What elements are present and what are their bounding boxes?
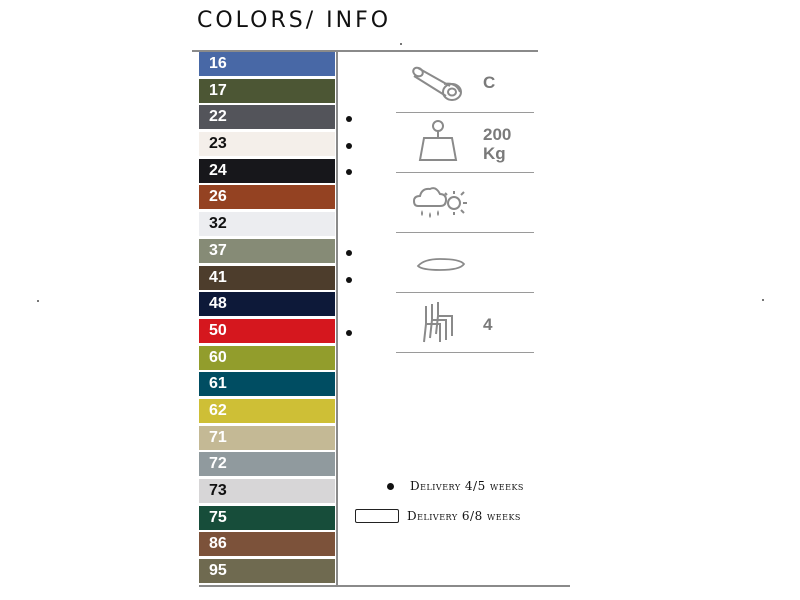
- speck: [37, 300, 39, 302]
- color-swatch-list: [199, 52, 335, 586]
- column-divider: [336, 50, 338, 587]
- color-swatch-61: [199, 372, 335, 396]
- legend-box-row: [355, 509, 521, 523]
- info-separator: [396, 232, 534, 233]
- swatch-code: 95: [209, 562, 227, 580]
- fabric-class-value: C: [483, 73, 496, 92]
- info-separator: [396, 292, 534, 293]
- info-separator: [396, 352, 534, 353]
- weight-unit: Kg: [483, 144, 506, 163]
- swatch-code: 73: [209, 482, 227, 499]
- legend-box-icon: [355, 509, 399, 523]
- legend-box-label: Delivery 6/8 weeks: [407, 509, 521, 523]
- weather-icon: [412, 182, 472, 222]
- swatch-code: 41: [209, 268, 227, 286]
- color-swatch-73: [199, 479, 335, 503]
- swatch-code: 16: [209, 55, 227, 72]
- color-swatch-32: [199, 212, 335, 236]
- color-swatch-60: [199, 346, 335, 370]
- availability-dot-37: [346, 250, 352, 256]
- weight-value: 200: [483, 125, 512, 144]
- swatch-code: 32: [209, 215, 227, 233]
- speck: [762, 299, 764, 301]
- color-swatch-72: [199, 452, 335, 476]
- availability-dot-50: [346, 330, 352, 336]
- color-swatch-86: [199, 532, 335, 556]
- speck: [400, 43, 402, 45]
- swatch-code: 48: [209, 295, 227, 313]
- page-title: COLORS/ INFO: [197, 8, 392, 33]
- swatch-code: 17: [209, 81, 227, 99]
- color-swatch-23: [199, 132, 335, 156]
- info-separator: [396, 112, 534, 113]
- swatch-code: 24: [209, 161, 227, 179]
- color-swatch-48: [199, 292, 335, 316]
- swatch-code: 62: [209, 401, 227, 419]
- color-swatch-50: [199, 319, 335, 343]
- legend-dot-row: [355, 479, 524, 493]
- weight-icon: [416, 118, 460, 164]
- color-swatch-16: [199, 52, 335, 76]
- swatch-code: 75: [209, 508, 227, 526]
- swatch-code: 23: [209, 135, 227, 153]
- availability-dot-22: [346, 116, 352, 122]
- color-swatch-26: [199, 185, 335, 209]
- color-swatch-41: [199, 266, 335, 290]
- info-separator: [396, 172, 534, 173]
- color-swatch-24: [199, 159, 335, 183]
- swatch-code: 50: [209, 321, 227, 339]
- legend-dot-icon: [387, 483, 394, 490]
- color-swatch-75: [199, 506, 335, 530]
- stack-quantity-value: 4: [483, 315, 493, 334]
- legend-dot-label: Delivery 4/5 weeks: [410, 479, 524, 493]
- swatch-code: 26: [209, 188, 227, 206]
- color-swatch-62: [199, 399, 335, 423]
- color-swatch-17: [199, 79, 335, 103]
- swatch-code: 60: [209, 348, 227, 366]
- swatch-code: 61: [209, 375, 227, 393]
- fabric-roll-icon: [410, 62, 466, 104]
- color-swatch-71: [199, 426, 335, 450]
- swatch-code: 86: [209, 535, 227, 553]
- cushion-icon: [416, 256, 466, 274]
- swatch-code: 72: [209, 455, 227, 473]
- swatch-code: 37: [209, 241, 227, 259]
- swatch-code: 71: [209, 428, 227, 446]
- availability-dot-41: [346, 277, 352, 283]
- color-swatch-22: [199, 105, 335, 129]
- stackable-chairs-icon: [420, 302, 460, 344]
- color-swatch-95: [199, 559, 335, 583]
- color-swatch-37: [199, 239, 335, 263]
- availability-dot-24: [346, 169, 352, 175]
- availability-dot-23: [346, 143, 352, 149]
- swatch-code: 22: [209, 108, 227, 126]
